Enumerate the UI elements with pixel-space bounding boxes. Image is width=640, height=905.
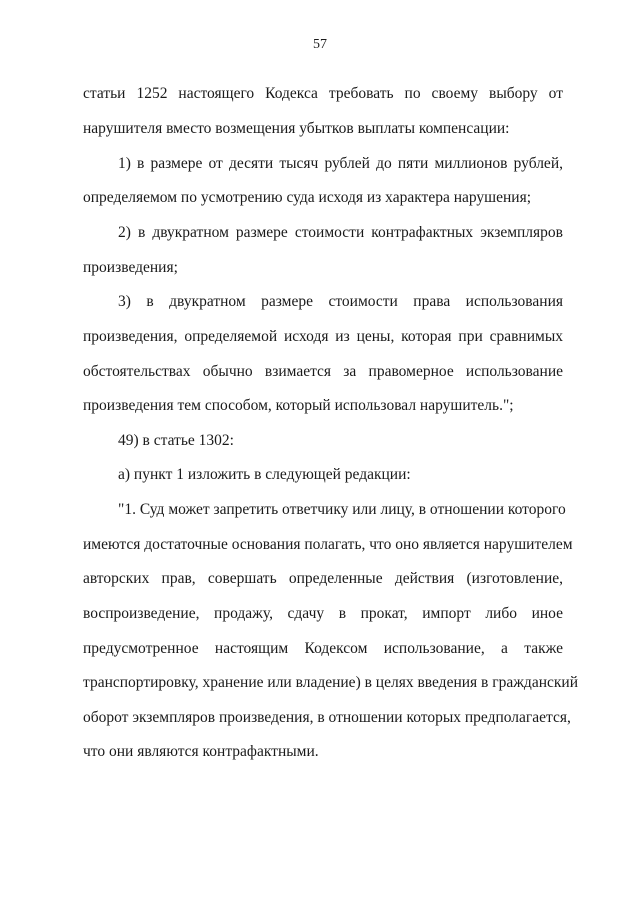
text-line: транспортировку, хранение или владение) в целях введения в гражданский [83, 674, 578, 691]
text-line: оборот экземпляров произведения, в отношении которых предполагается, [83, 709, 571, 726]
text-line: определяемом по усмотрению суда исходя из характера нарушения; [83, 189, 532, 206]
text-line: "1. Суд может запретить ответчику или лицу, в отношении которого [118, 501, 566, 518]
text-line: обстоятельствах обычно взимается за правомерное использование [83, 363, 563, 380]
text-line: а) пункт 1 изложить в следующей редакции: [118, 466, 411, 483]
text-line: воспроизведение, продажу, сдачу в прокат, импорт либо иное [83, 605, 563, 622]
text-line: 1) в размере от десяти тысяч рублей до пяти миллионов рублей, [118, 155, 563, 172]
text-line: произведения, определяемой исходя из цены, которая при сравнимых [83, 328, 563, 345]
text-line: 3) в двукратном размере стоимости права использования [118, 293, 563, 310]
text-line: имеются достаточные основания полагать, что оно является нарушителем [83, 536, 573, 553]
text-line: что они являются контрафактными. [83, 743, 319, 760]
text-line: предусмотренное настоящим Кодексом использование, а также [83, 640, 563, 657]
text-line: авторских прав, совершать определенные действия (изготовление, [83, 570, 563, 587]
page-number: 57 [313, 37, 327, 52]
text-line: 2) в двукратном размере стоимости контрафактных экземпляров [118, 224, 563, 241]
text-line: произведения тем способом, который использовал нарушитель."; [83, 397, 514, 414]
text-line: 49) в статье 1302: [118, 432, 234, 449]
text-line: нарушителя вместо возмещения убытков выплаты компенсации: [83, 120, 510, 137]
text-line: произведения; [83, 259, 178, 276]
text-line: статьи 1252 настоящего Кодекса требовать по своему выбору от [83, 85, 563, 102]
